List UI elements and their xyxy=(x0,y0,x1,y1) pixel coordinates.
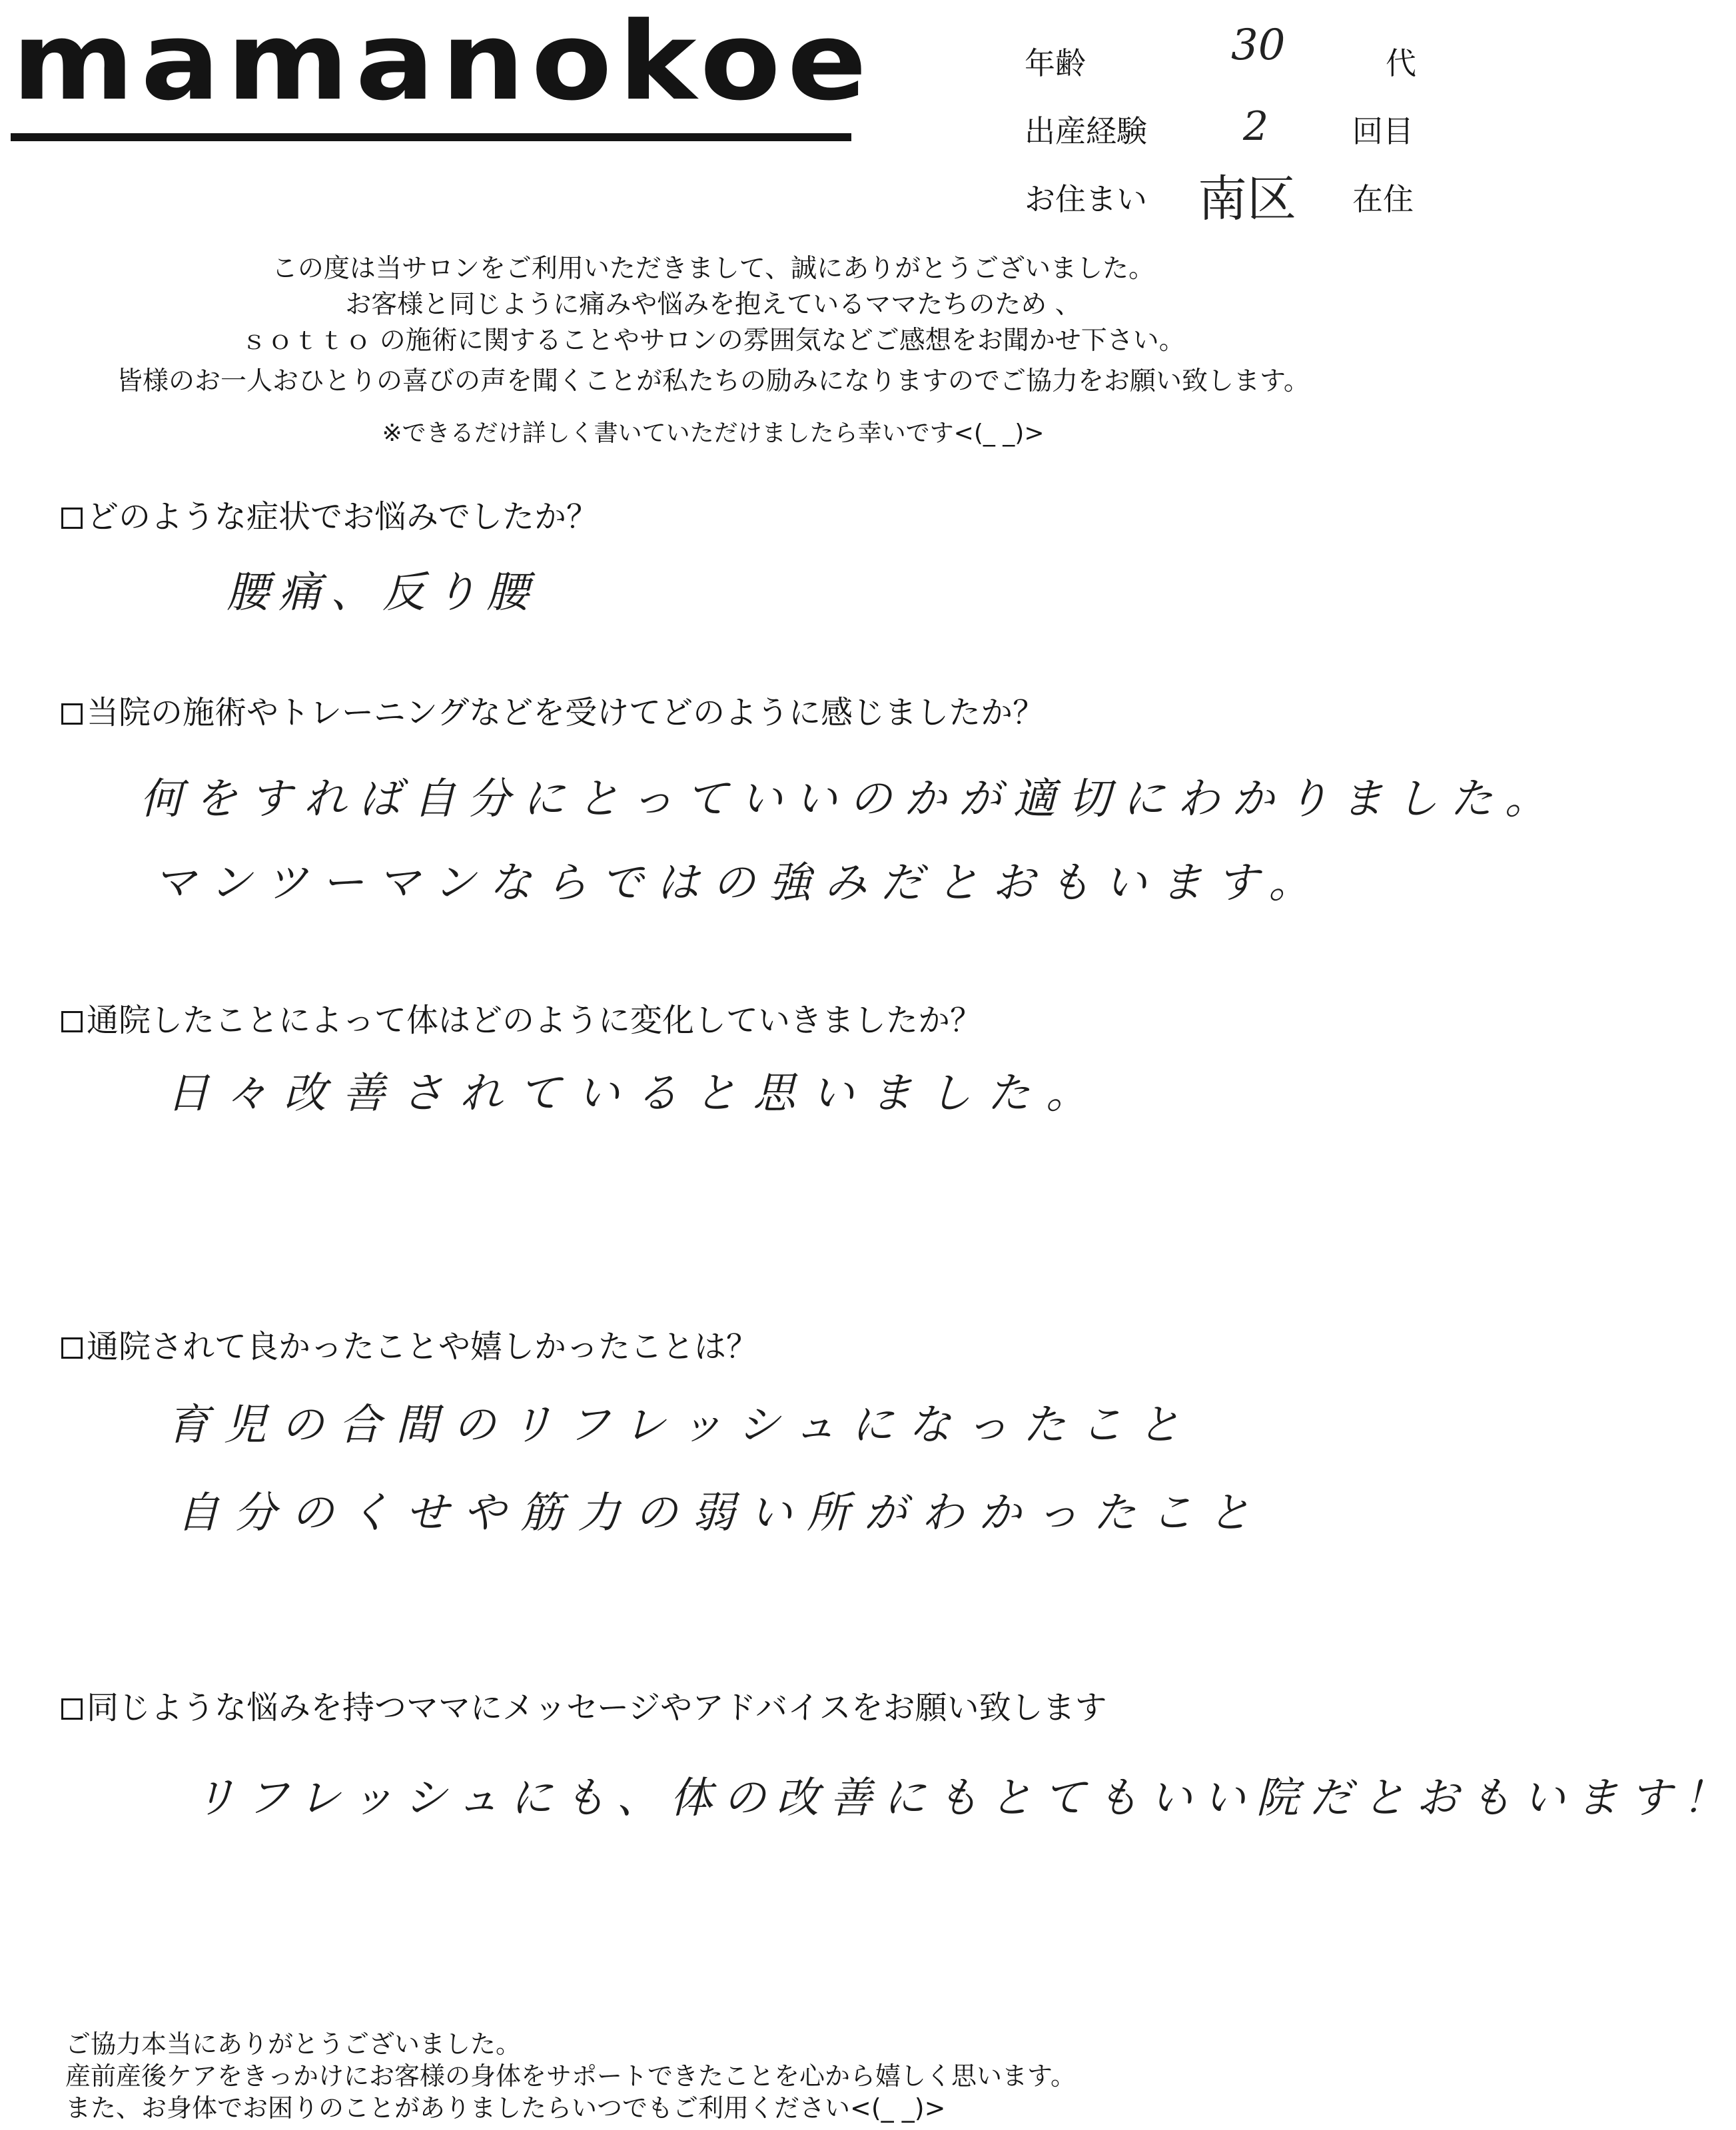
question-1 xyxy=(61,498,599,535)
birth-experience-suffix: 回目 xyxy=(1352,113,1414,149)
checkbox-icon xyxy=(61,1011,83,1032)
footer-line-2: 産前産後ケアをきっかけにお客様の身体をサポートできたことを心から嬉しく思います。 xyxy=(65,2061,1076,2091)
residence-label: お住まい xyxy=(1025,181,1147,217)
question-1-text: どのような症状でお悩みでしたか？ xyxy=(87,498,599,535)
brand-logo: mamanokoe xyxy=(12,0,874,125)
birth-experience-label: 出産経験 xyxy=(1025,113,1147,149)
answer-4-line-2: 自分のくせや筋力の弱い所がわかったこと xyxy=(177,1489,1265,1538)
checkbox-icon xyxy=(61,703,83,725)
footer-line-1: ご協力本当にありがとうございました。 xyxy=(65,2029,522,2059)
question-5 xyxy=(61,1689,1107,1726)
age-value: 30 xyxy=(1231,21,1286,70)
answer-2-line-1: 何をすれば自分にとっていいのかが適切にわかりました。 xyxy=(140,775,1559,824)
answer-3-line-1: 日々改善されていると思いました。 xyxy=(167,1069,1104,1118)
question-3-text: 通院したことによって体はどのように変化していきましたか？ xyxy=(87,1002,983,1039)
answer-4-line-1: 育児の合間のリフレッシュになったこと xyxy=(167,1401,1195,1450)
residence-suffix: 在住 xyxy=(1352,181,1414,217)
question-4-text: 通院されて良かったことや嬉しかったことは？ xyxy=(87,1328,759,1365)
brand-underline xyxy=(11,133,851,141)
footer-line-3: また、お身体でお困りのことがありましたらいつでもご利用ください<(_ _)> xyxy=(65,2093,946,2123)
answer-2-line-2: マンツーマンならではの強みだとおもいます。 xyxy=(153,859,1325,908)
intro-line-3: ｓｏｔｔｏ の施術に関することやサロンの雰囲気などご感想をお聞かせ下さい。 xyxy=(241,326,1185,356)
residence-value: 南区 xyxy=(1198,171,1296,228)
age-label: 年齢 xyxy=(1025,45,1086,81)
question-4 xyxy=(61,1328,759,1365)
birth-experience-value: 2 xyxy=(1243,103,1269,150)
age-suffix: 代 xyxy=(1386,45,1416,81)
checkbox-icon xyxy=(61,1337,83,1359)
intro-line-1: この度は当サロンをご利用いただきまして、誠にありがとうございました。 xyxy=(271,254,1155,284)
question-3 xyxy=(61,1002,983,1039)
intro-line-4: 皆様のお一人おひとりの喜びの声を聞くことが私たちの励みになりますのでご協力をお願い致します。 xyxy=(117,366,1310,396)
question-2 xyxy=(61,694,1045,731)
answer-5-line-1: リフレッシュにも、体の改善にもとてもいい院だとおもいます！ xyxy=(193,1774,1736,1823)
checkbox-icon xyxy=(61,1698,83,1720)
checkbox-icon xyxy=(61,508,83,529)
request-note: ※できるだけ詳しく書いていただけましたら幸いです<(_ _)> xyxy=(382,420,1045,447)
question-5-text: 同じような悩みを持つママにメッセージやアドバイスをお願い致します xyxy=(87,1689,1107,1726)
intro-line-2: お客様と同じように痛みや悩みを抱えているママたちのため 、 xyxy=(345,290,1081,320)
question-2-text: 当院の施術やトレーニングなどを受けてどのように感じましたか？ xyxy=(87,694,1045,731)
answer-1-line-1: 腰痛、反り腰 xyxy=(226,568,538,617)
